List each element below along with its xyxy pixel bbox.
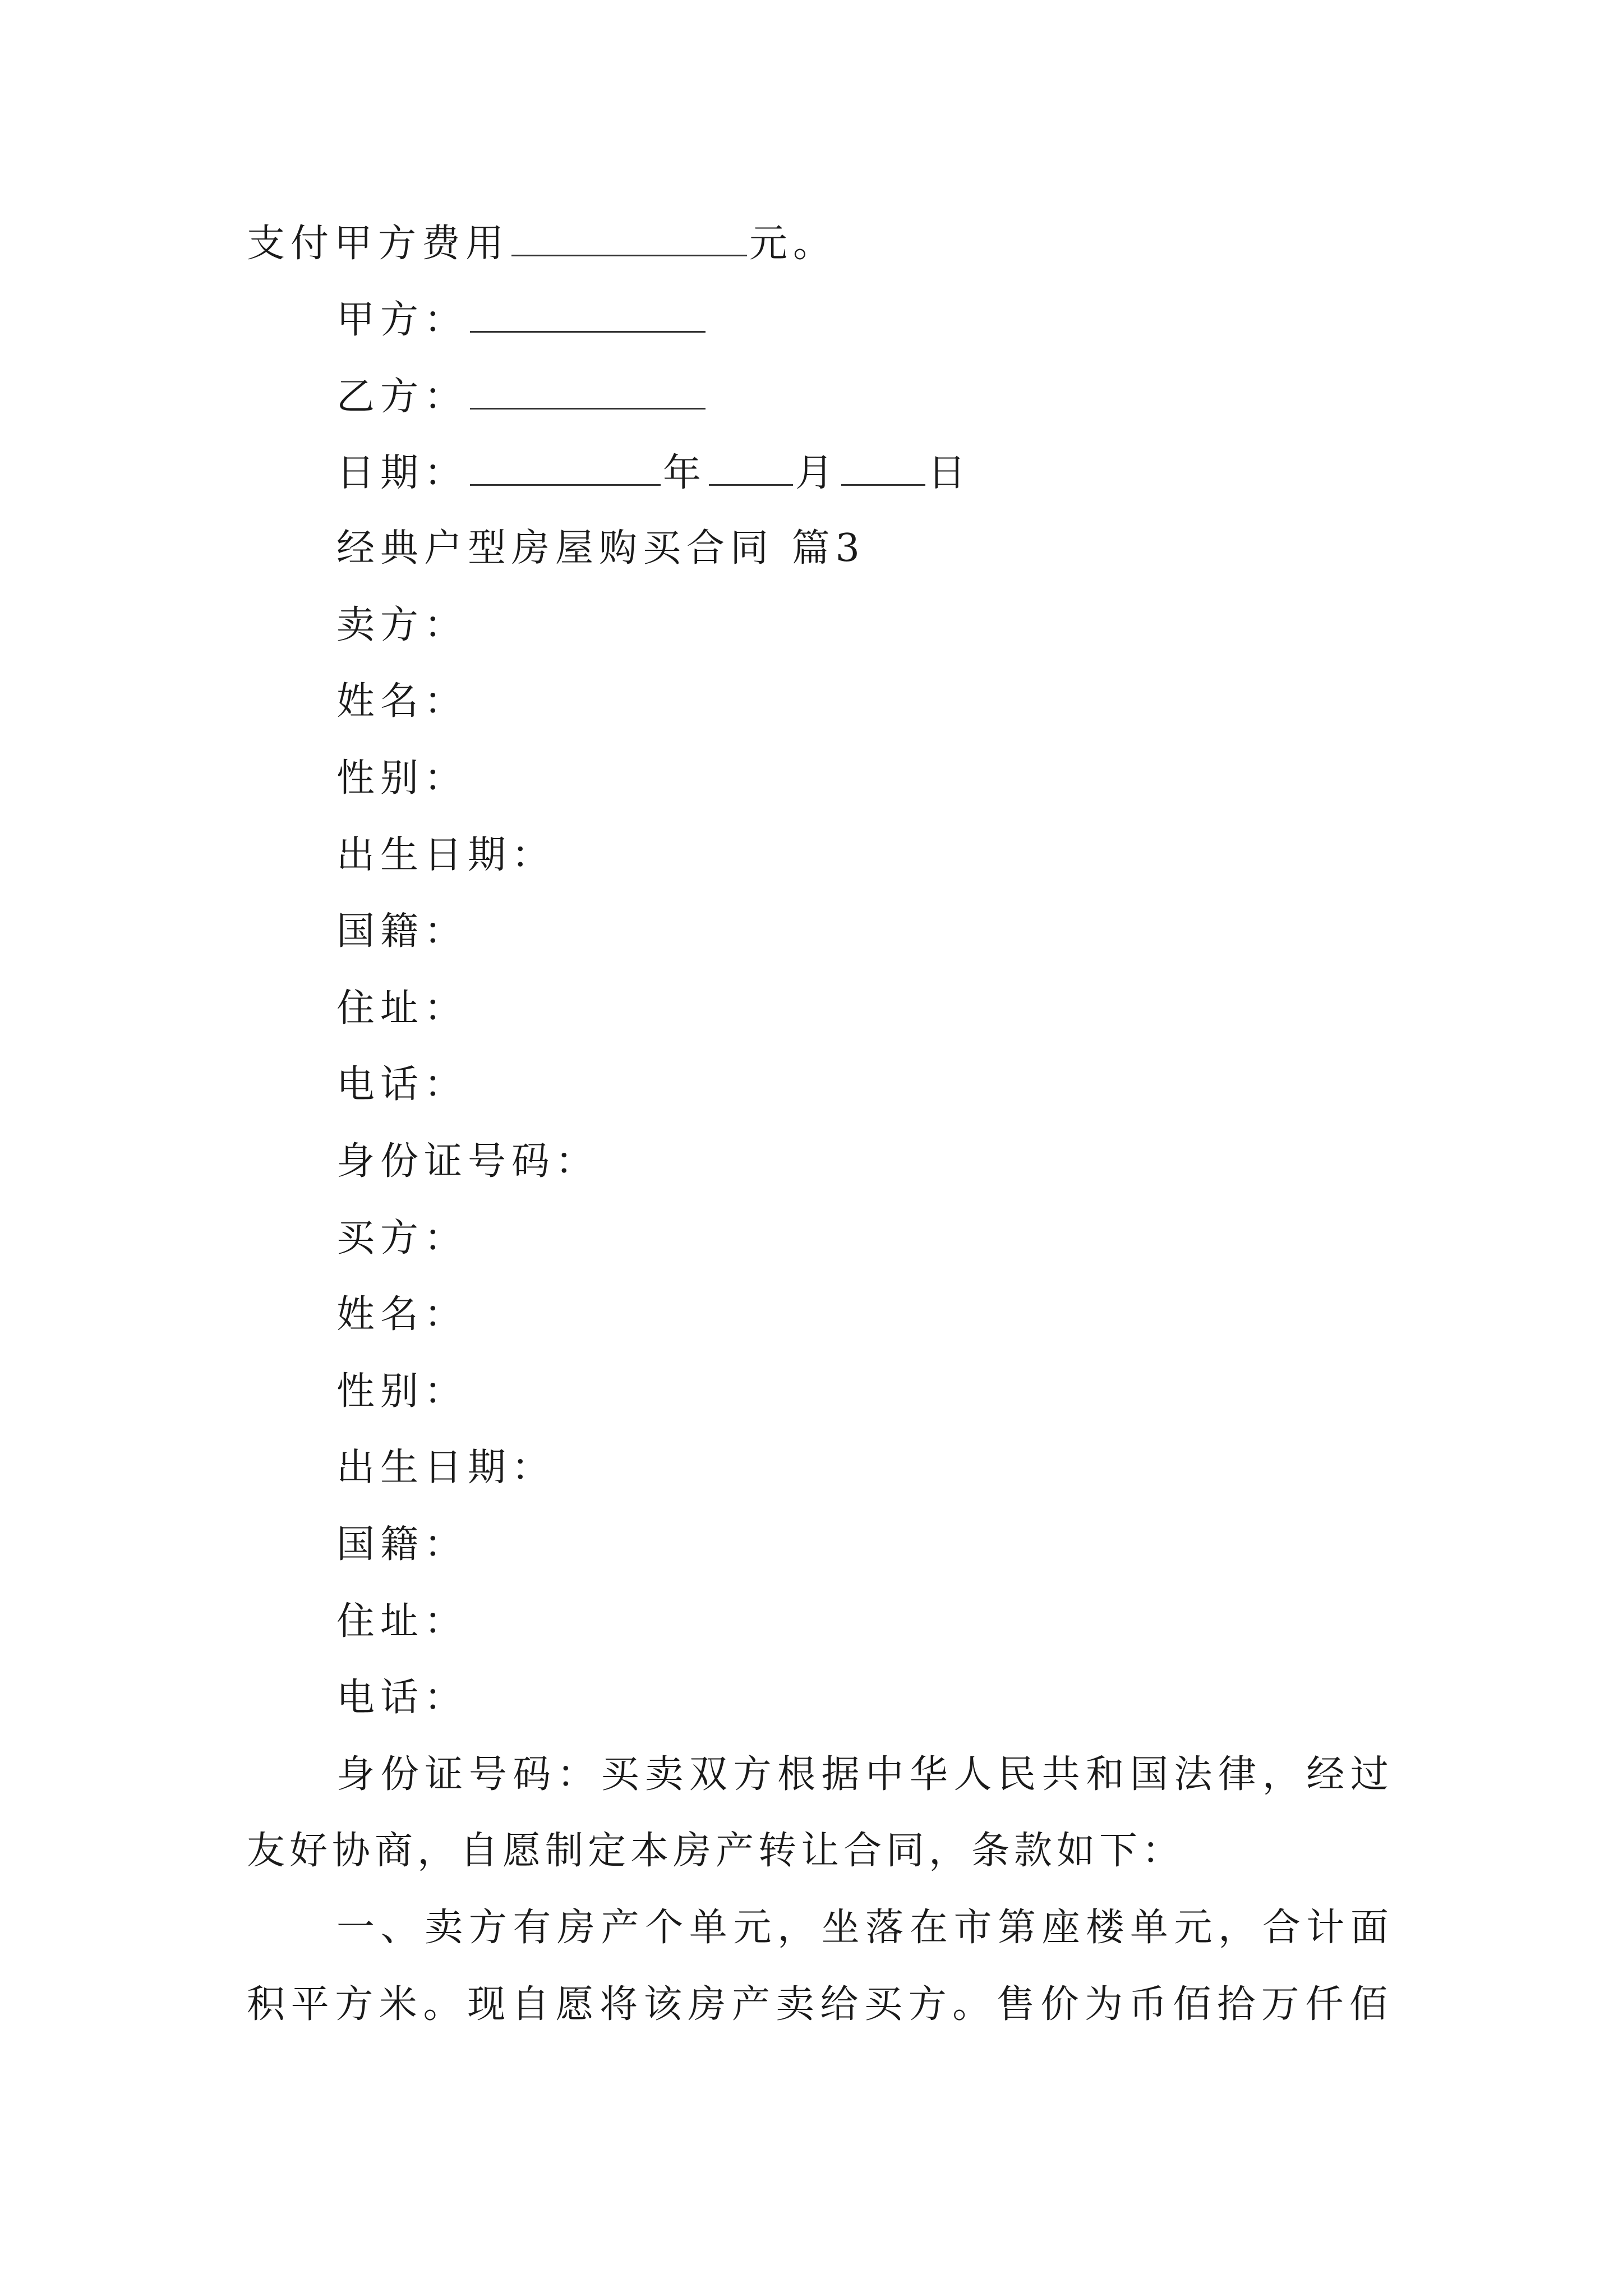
date-day-blank [841,449,925,486]
date-month-blank [709,449,793,486]
buyer-nationality: 国籍： [336,1522,468,1567]
date-line [336,449,971,496]
buyer-phone: 电话： [336,1676,468,1720]
buyer-name: 姓名： [336,1292,468,1337]
payment-text: 支付甲方费用 [247,222,510,266]
date-month-label: 月 [795,451,840,495]
seller-nationality: 国籍： [336,909,468,954]
payment-line [247,220,837,266]
party-b-label: 乙方： [336,375,468,419]
paragraph-2-line-1: 一、卖方有房产个单元，坐落在市第座楼单元，合计面 [336,1906,1391,1950]
date-day-label: 日 [928,451,972,495]
date-year-blank [470,449,661,486]
buyer-birth: 出生日期： [336,1446,556,1490]
date-label: 日期： [336,451,468,495]
seller-birth: 出生日期： [336,833,556,877]
paragraph-1-line-1: 身份证号码：买卖双方根据中华人民共和国法律，经过 [336,1752,1391,1797]
seller-id: 身份证号码： [336,1139,600,1184]
section-title: 经典户型房屋购买合同 篇3 [336,526,865,570]
party-b-blank [470,373,706,409]
buyer-heading: 买方： [336,1216,468,1260]
seller-address: 住址： [336,986,468,1030]
buyer-gender: 性别： [336,1369,468,1414]
seller-name: 姓名： [336,679,468,724]
party-b-line [336,373,708,420]
payment-suffix: 元。 [749,222,837,266]
party-a-blank [470,296,706,333]
seller-phone: 电话： [336,1062,468,1107]
paragraph-1-line-2: 友好协商，自愿制定本房产转让合同，条款如下： [247,1829,1185,1873]
date-year-label: 年 [663,451,707,495]
paragraph-2-line-2: 积平方米。现自愿将该房产卖给买方。售价为币佰拾万仟佰 [247,1982,1391,2027]
payment-amount-blank [511,220,747,256]
party-a-label: 甲方： [336,298,468,342]
seller-gender: 性别： [336,756,468,800]
buyer-address: 住址： [336,1599,468,1644]
seller-heading: 卖方： [336,603,468,647]
party-a-line [336,296,708,343]
